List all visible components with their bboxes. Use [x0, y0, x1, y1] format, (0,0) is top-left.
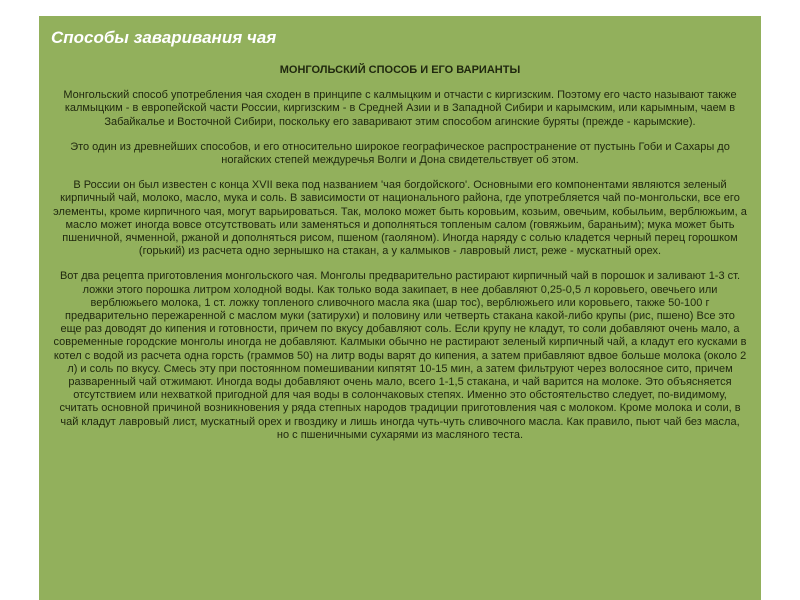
- slide-title: Способы заваривания чая: [51, 28, 277, 47]
- section-heading: МОНГОЛЬСКИЙ СПОСОБ И ЕГО ВАРИАНТЫ: [279, 64, 521, 76]
- paragraph-recipes: Вот два рецепта приготовления монгольского чая. Монголы предварительно растирают кирпичный чай в порошок и заливают 1-3 ст. ложки этого порошка литром холодной воды. Как только вода закипает, в нее добавляют 0,25-0,5 л коровьего, овечьего или верблюжьего молока, 1 ст. ложку топленого сливочного масла яка (шар тос), верблюжьего или коровьего, также 50-100 г предварительно пережаренной с маслом муки (затирухи) и половину или четверть стакана какой-либо крупы (рис, пшено) Все это еще раз доводят до кипения и готовности, причем по вкусу добавляют соль. Если крупу не кладут, то соли добавляют очень мало, а современные городские монголы иногда не добавляют. Калмыки обычно не растирают зеленый кирпичный чай, а кладут его кусками в котел с водой из расчета одна горсть (граммов 50) на литр воды варят до кипения, а затем прибавляют вдвое больше молока (около 2 л) и соль по вкусу. Смесь эту при постоянном помешивании кипятят 10-15 мин, а затем фильтруют через волосяное сито, причем разваренный чай отжимают. Иногда воды добавляют очень мало, всего 1-1,5 стакана, и чай варится на молоке. Это объясняется отсутствием или нехваткой пригодной для чая воды в солончаковых степях. Именно это обстоятельство следует, по-видимому, считать основной причиной возникновения у ряда степных народов традиции приготовления чая с молоком. Кроме молока и соли, в чай кладут лавровый лист, мускатный орех и гвоздику и лишь иногда чуть-чуть сливочного масла. Как правило, пьют чай без масла, но с пшеничными сухарями из масляного теста.: [53, 270, 747, 441]
- slide: [39, 16, 761, 600]
- slide-content: [53, 64, 747, 454]
- paragraph-intro: Монгольский способ употребления чая сходен в принципе с калмыцким и отчасти с киргизским. Поэтому его часто называют также калмыцким - в европейской части России, киргизским - в Средней Азии и в Западной Сибири и карымским, или карымным, чаем в Забайкалье и Восточной Сибири, поскольку его заваривают этим способом агинские буряты (прежде - карымские).: [63, 89, 737, 128]
- paragraph-history: Это один из древнейших способов, и его относительно широкое географическое распространение от пустынь Гоби и Сахары до ногайских степей междуречья Волги и Дона свидетельствует об этом.: [70, 140, 730, 167]
- paragraph-ingredients: В России он был известен с конца XVII века под названием 'чая богдойского'. Основными его компонентами являются зеленый кирпичный чай, молоко, масло, мука и соль. В зависимости от национального района, где употребляется чай по-монгольски, все его элементы, кроме кирпичного чая, могут варьироваться. Так, молоко может быть коровьим, козьим, овечьим, кобыльим, верблюжьим, а масло может иногда вовсе отсутствовать или заменяться и дополняться топленым салом (говяжьим, бараньим); мука может быть пшеничной, ячменной, ржаной и дополняться рисом, пшеном (гаоляном). Иногда наряду с солью кладется черный перец горошком (горький) из расчета одно зернышко на стакан, а у калмыков - лавровый лист, реже - мускатный орех.: [53, 179, 747, 258]
